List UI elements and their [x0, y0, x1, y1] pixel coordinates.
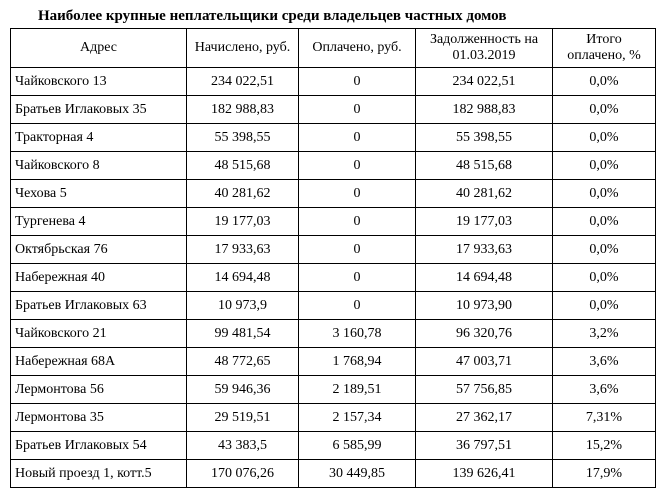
paid-percent-cell: 0,0% — [553, 96, 656, 124]
paid-cell: 30 449,85 — [299, 460, 416, 488]
table-row — [11, 68, 656, 96]
header-charged: Начислено, руб. — [187, 29, 299, 68]
table-row — [11, 292, 656, 320]
header-debt: Задолженность на 01.03.2019 — [416, 29, 553, 68]
address-cell: Октябрьская 76 — [11, 236, 187, 264]
debt-cell: 182 988,83 — [416, 96, 553, 124]
table-row — [11, 152, 656, 180]
paid-cell: 0 — [299, 208, 416, 236]
paid-percent-cell: 17,9% — [553, 460, 656, 488]
charged-cell: 43 383,5 — [187, 432, 299, 460]
paid-cell: 2 157,34 — [299, 404, 416, 432]
charged-cell: 182 988,83 — [187, 96, 299, 124]
address-cell: Набережная 68А — [11, 348, 187, 376]
debt-cell: 57 756,85 — [416, 376, 553, 404]
debt-cell: 47 003,71 — [416, 348, 553, 376]
paid-percent-cell: 0,0% — [553, 292, 656, 320]
address-cell: Набережная 40 — [11, 264, 187, 292]
table-row — [11, 180, 656, 208]
table-body — [11, 68, 656, 488]
paid-cell: 0 — [299, 180, 416, 208]
paid-percent-cell: 0,0% — [553, 236, 656, 264]
address-cell: Лермонтова 56 — [11, 376, 187, 404]
table-row — [11, 124, 656, 152]
address-cell: Новый проезд 1, котт.5 — [11, 460, 187, 488]
debt-cell: 96 320,76 — [416, 320, 553, 348]
debt-cell: 48 515,68 — [416, 152, 553, 180]
paid-percent-cell: 0,0% — [553, 180, 656, 208]
address-cell: Братьев Иглаковых 54 — [11, 432, 187, 460]
table-row — [11, 208, 656, 236]
debt-cell: 55 398,55 — [416, 124, 553, 152]
address-cell: Тургенева 4 — [11, 208, 187, 236]
table-header-row — [11, 29, 656, 68]
paid-percent-cell: 3,6% — [553, 348, 656, 376]
table-row — [11, 432, 656, 460]
debtors-table — [10, 28, 656, 488]
charged-cell: 234 022,51 — [187, 68, 299, 96]
paid-percent-cell: 0,0% — [553, 68, 656, 96]
table-row — [11, 320, 656, 348]
paid-cell: 0 — [299, 264, 416, 292]
table-row — [11, 404, 656, 432]
debt-cell: 10 973,90 — [416, 292, 553, 320]
charged-cell: 40 281,62 — [187, 180, 299, 208]
debt-cell: 17 933,63 — [416, 236, 553, 264]
charged-cell: 170 076,26 — [187, 460, 299, 488]
paid-percent-cell: 0,0% — [553, 208, 656, 236]
paid-cell: 3 160,78 — [299, 320, 416, 348]
paid-percent-cell: 0,0% — [553, 152, 656, 180]
charged-cell: 14 694,48 — [187, 264, 299, 292]
debt-cell: 27 362,17 — [416, 404, 553, 432]
header-paid-percent: Итого оплачено, % — [553, 29, 656, 68]
paid-percent-cell: 3,6% — [553, 376, 656, 404]
paid-percent-cell: 0,0% — [553, 124, 656, 152]
debt-cell: 19 177,03 — [416, 208, 553, 236]
debt-cell: 14 694,48 — [416, 264, 553, 292]
address-cell: Чехова 5 — [11, 180, 187, 208]
table-row — [11, 264, 656, 292]
paid-cell: 0 — [299, 236, 416, 264]
charged-cell: 55 398,55 — [187, 124, 299, 152]
table-row — [11, 236, 656, 264]
paid-percent-cell: 15,2% — [553, 432, 656, 460]
charged-cell: 48 772,65 — [187, 348, 299, 376]
paid-cell: 0 — [299, 68, 416, 96]
charged-cell: 29 519,51 — [187, 404, 299, 432]
paid-percent-cell: 7,31% — [553, 404, 656, 432]
paid-cell: 0 — [299, 292, 416, 320]
table-row — [11, 348, 656, 376]
paid-cell: 0 — [299, 96, 416, 124]
charged-cell: 17 933,63 — [187, 236, 299, 264]
charged-cell: 59 946,36 — [187, 376, 299, 404]
paid-cell: 1 768,94 — [299, 348, 416, 376]
debt-cell: 36 797,51 — [416, 432, 553, 460]
address-cell: Братьев Иглаковых 35 — [11, 96, 187, 124]
address-cell: Тракторная 4 — [11, 124, 187, 152]
charged-cell: 10 973,9 — [187, 292, 299, 320]
header-address: Адрес — [11, 29, 187, 68]
charged-cell: 48 515,68 — [187, 152, 299, 180]
address-cell: Чайковского 21 — [11, 320, 187, 348]
debt-cell: 234 022,51 — [416, 68, 553, 96]
paid-cell: 0 — [299, 152, 416, 180]
address-cell: Братьев Иглаковых 63 — [11, 292, 187, 320]
document-title: Наиболее крупные неплательщики среди владельцев частных домов — [38, 8, 507, 24]
debt-cell: 139 626,41 — [416, 460, 553, 488]
table-row — [11, 376, 656, 404]
paid-percent-cell: 3,2% — [553, 320, 656, 348]
table-row — [11, 96, 656, 124]
charged-cell: 99 481,54 — [187, 320, 299, 348]
address-cell: Чайковского 13 — [11, 68, 187, 96]
paid-cell: 6 585,99 — [299, 432, 416, 460]
address-cell: Лермонтова 35 — [11, 404, 187, 432]
header-paid: Оплачено, руб. — [299, 29, 416, 68]
debt-cell: 40 281,62 — [416, 180, 553, 208]
paid-cell: 0 — [299, 124, 416, 152]
address-cell: Чайковского 8 — [11, 152, 187, 180]
table-row — [11, 460, 656, 488]
charged-cell: 19 177,03 — [187, 208, 299, 236]
paid-percent-cell: 0,0% — [553, 264, 656, 292]
paid-cell: 2 189,51 — [299, 376, 416, 404]
